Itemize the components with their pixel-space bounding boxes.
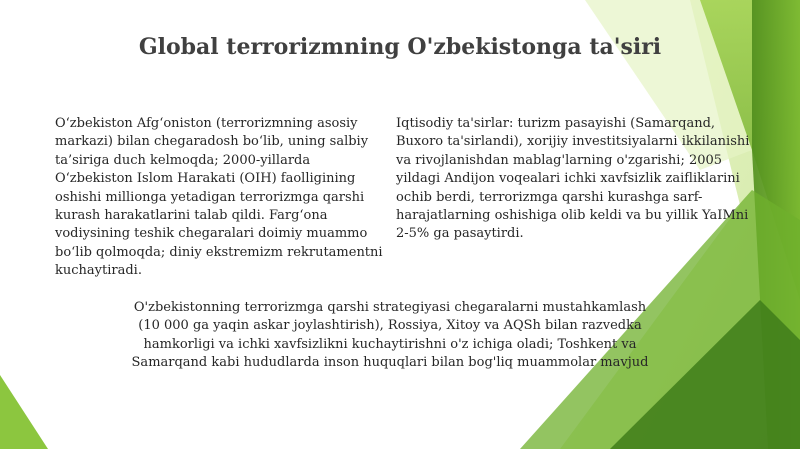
bottom-centered-text: O'zbekistonning terrorizmga qarshi strategiyasi chegaralarni mustahkamlash (10 000 ga yaqin askar joylashtirish), Rossiya, Xitoy va AQSh bilan razvedka hamkorligi va ichki xavfsizlikni kuchaytirishni o'z ichiga oladi; Toshkent va Samarqand kabi hududlarda inson huquqlari bilan bog'liq muammolar mavjud [131, 300, 649, 371]
left-column-text: O‘zbekiston Afg‘oniston (terrorizmning asosiy markazi) bilan chegaradosh bo‘lib, uning salbiy ta’siriga duch kelmoqda; 2000-yillarda O‘zbekiston Islom Harakati (OIH) faolligining oshishi millionga yetadigan terrorizmga qarshi kurash harakatlarini talab qildi. Farg‘ona vodiysining teshik chegaralari doimiy muammo bo‘lib qolmoqda; diniy ekstremizm rekrutamentni kuchaytiradi. [55, 116, 383, 279]
left-edge-shard [0, 375, 48, 449]
slide-title: Global terrorizmning O'zbekistonga ta'siri [138, 34, 662, 60]
right-column-text: Iqtisodiy ta'sirlar: turizm pasayishi (Samarqand, Buxoro ta'sirlandi), xorijiy investitsiyalarni ikkilanishi va rivojlanishdan mablag'larning o'zgarishi; 2005 yildagi Andijon voqealari ichki xavfsizlik zaifliklarini ochib berdi, terrorizmga qarshi kurashga sarf-harajatlarning oshishiga olib keldi va bu yillik YaIMni 2-5% ga pasaytirdi. [396, 116, 750, 242]
